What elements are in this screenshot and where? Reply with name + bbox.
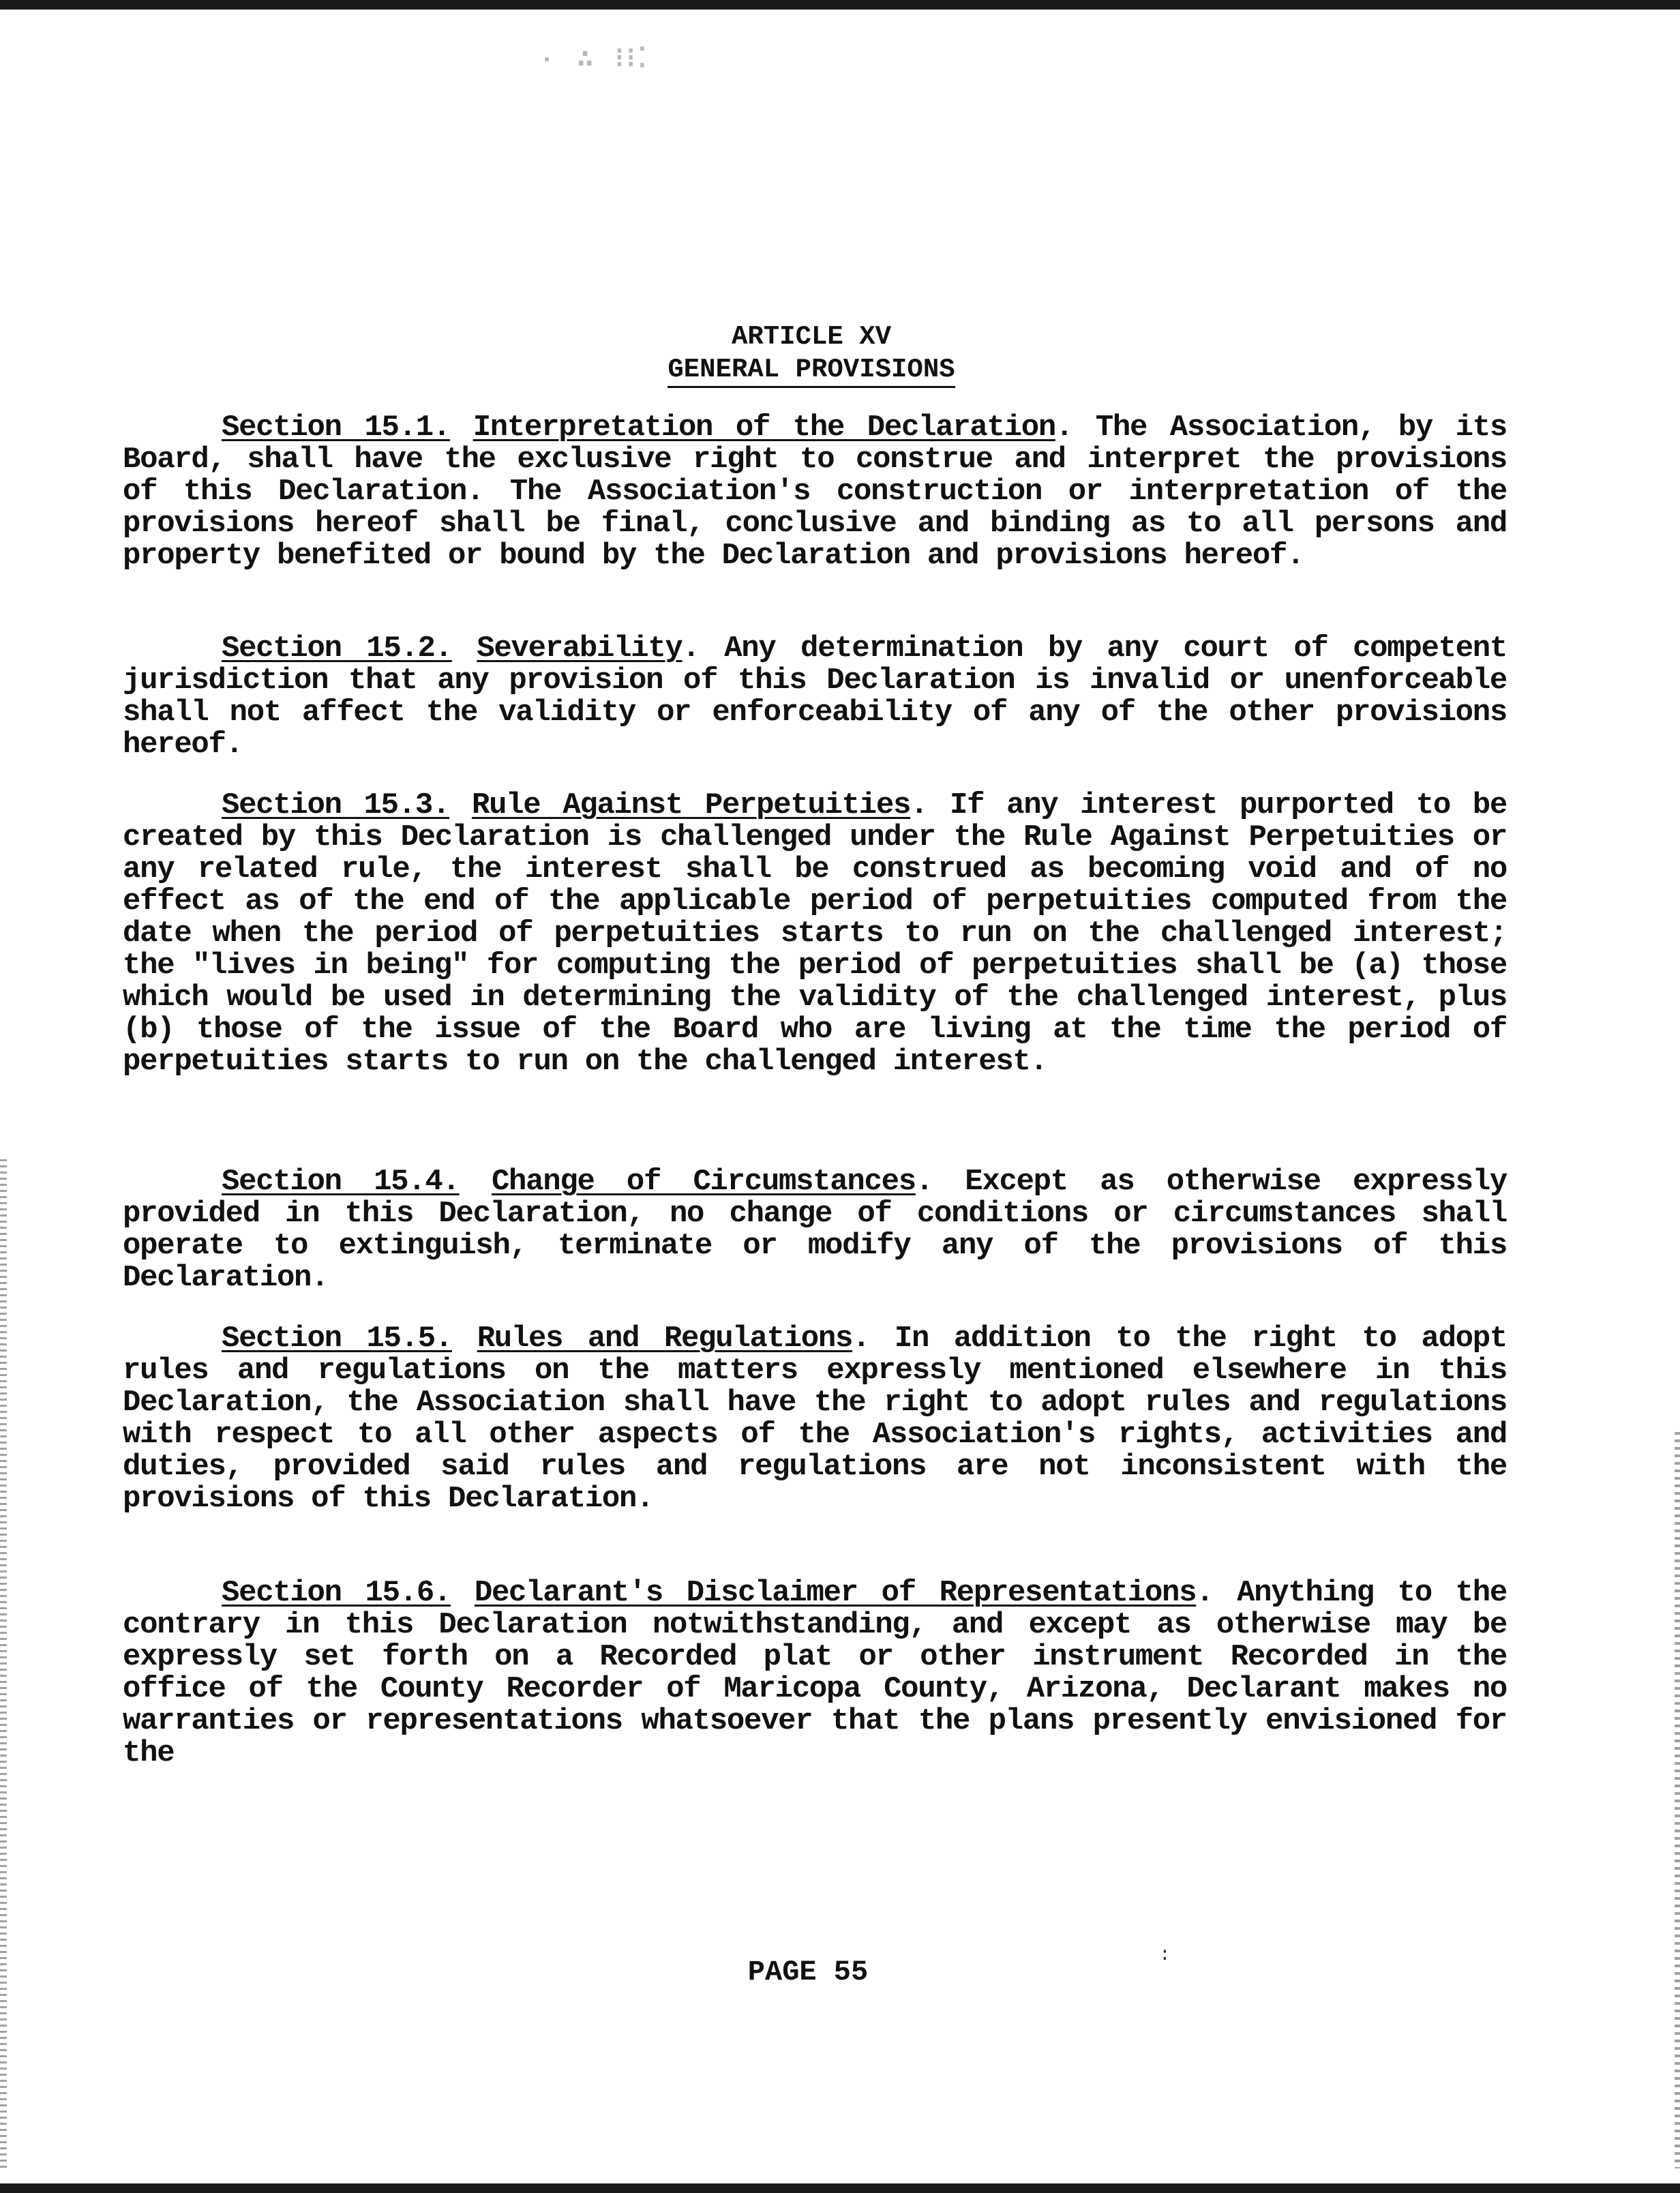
section-body: . In addition to the right to adopt rules and regulations on the matters expressly mentioned elsewhere in this Declaration, the Association shall have the right to adopt rules and regulations with respect to all other aspects of the Association's rights, activities and duties, provided said rules and regulations are not inconsistent with the provisions of this Declaration. — [123, 1322, 1507, 1516]
section-15-4 — [123, 1166, 1507, 1294]
scan-left-edge-noise — [0, 1159, 7, 2168]
section-number: Section 15.1. — [222, 411, 450, 445]
section-15-5 — [123, 1323, 1507, 1515]
page-number: PAGE 55 — [747, 1956, 869, 1988]
section-15-2 — [123, 633, 1507, 761]
section-number: Section 15.3. — [222, 788, 450, 822]
section-title: Change of Circumstances — [491, 1165, 916, 1199]
article-title: GENERAL PROVISIONS — [0, 355, 1623, 385]
section-title: Interpretation of the Declaration — [472, 411, 1055, 445]
section-15-1 — [123, 412, 1507, 572]
scan-top-border — [0, 0, 1680, 10]
scan-bottom-border — [0, 2183, 1680, 2193]
section-body: . Except as otherwise expressly provided in this Declaration, no change of conditions or circumstances shall operate to extinguish, terminate or modify any of the provisions of this Declaration. — [123, 1165, 1507, 1295]
section-body: . If any interest purported to be created by this Declaration is challenged under the Rule Against Perpetuities or any related rule, the interest shall be construed as becoming void and of no effect as of the end of the applicable period of perpetuities computed from the date when the period of perpetuities starts to run on the challenged interest; the "lives in being" for computing the period of perpetuities shall be (a) those which would be used in determining the validity of the challenged interest, plus (b) those of the issue of the Board who are living at the time the period of perpetuities starts to run on the challenged interest. — [123, 788, 1508, 1079]
scan-speck: : — [1159, 1945, 1171, 1966]
faint-stamp-mark: · ∴ ⁝⁝⁚ — [539, 45, 650, 76]
section-body: . The Association, by its Board, shall have the exclusive right to construe and interpret the provisions of this Declaration. The Association's construction or interpretation of the provisions hereof shall be final, conclusive and binding as to all persons and property benefited or bound by the Declaration and provisions hereof. — [123, 411, 1507, 573]
section-number: Section 15.6. — [222, 1576, 451, 1610]
section-15-3 — [123, 790, 1507, 1078]
section-title: Rules and Regulations — [477, 1322, 853, 1356]
section-number: Section 15.5. — [222, 1322, 452, 1356]
scan-right-edge-noise — [1675, 1432, 1680, 2168]
section-number: Section 15.2. — [222, 631, 452, 666]
section-number: Section 15.4. — [222, 1165, 460, 1199]
section-title: Severability — [477, 631, 682, 666]
section-body: . Anything to the contrary in this Declaration notwithstanding, and except as otherwise may be expressly set forth on a Recorded plat or other instrument Recorded in the office of the County Recorder of Maricopa County, Arizona, Declarant makes no warranties or representations whatsoever that the plans presently envisioned for the — [123, 1576, 1507, 1770]
section-title: Declarant's Disclaimer of Representations — [474, 1576, 1197, 1610]
section-15-6 — [123, 1577, 1507, 1770]
section-body: . Any determination by any court of competent jurisdiction that any provision of this Declaration is invalid or unenforceable shall not affect the validity or enforceability of any of the other provisions hereof. — [123, 631, 1508, 762]
article-number: ARTICLE XV — [731, 322, 892, 352]
section-title: Rule Against Perpetuities — [471, 788, 911, 822]
